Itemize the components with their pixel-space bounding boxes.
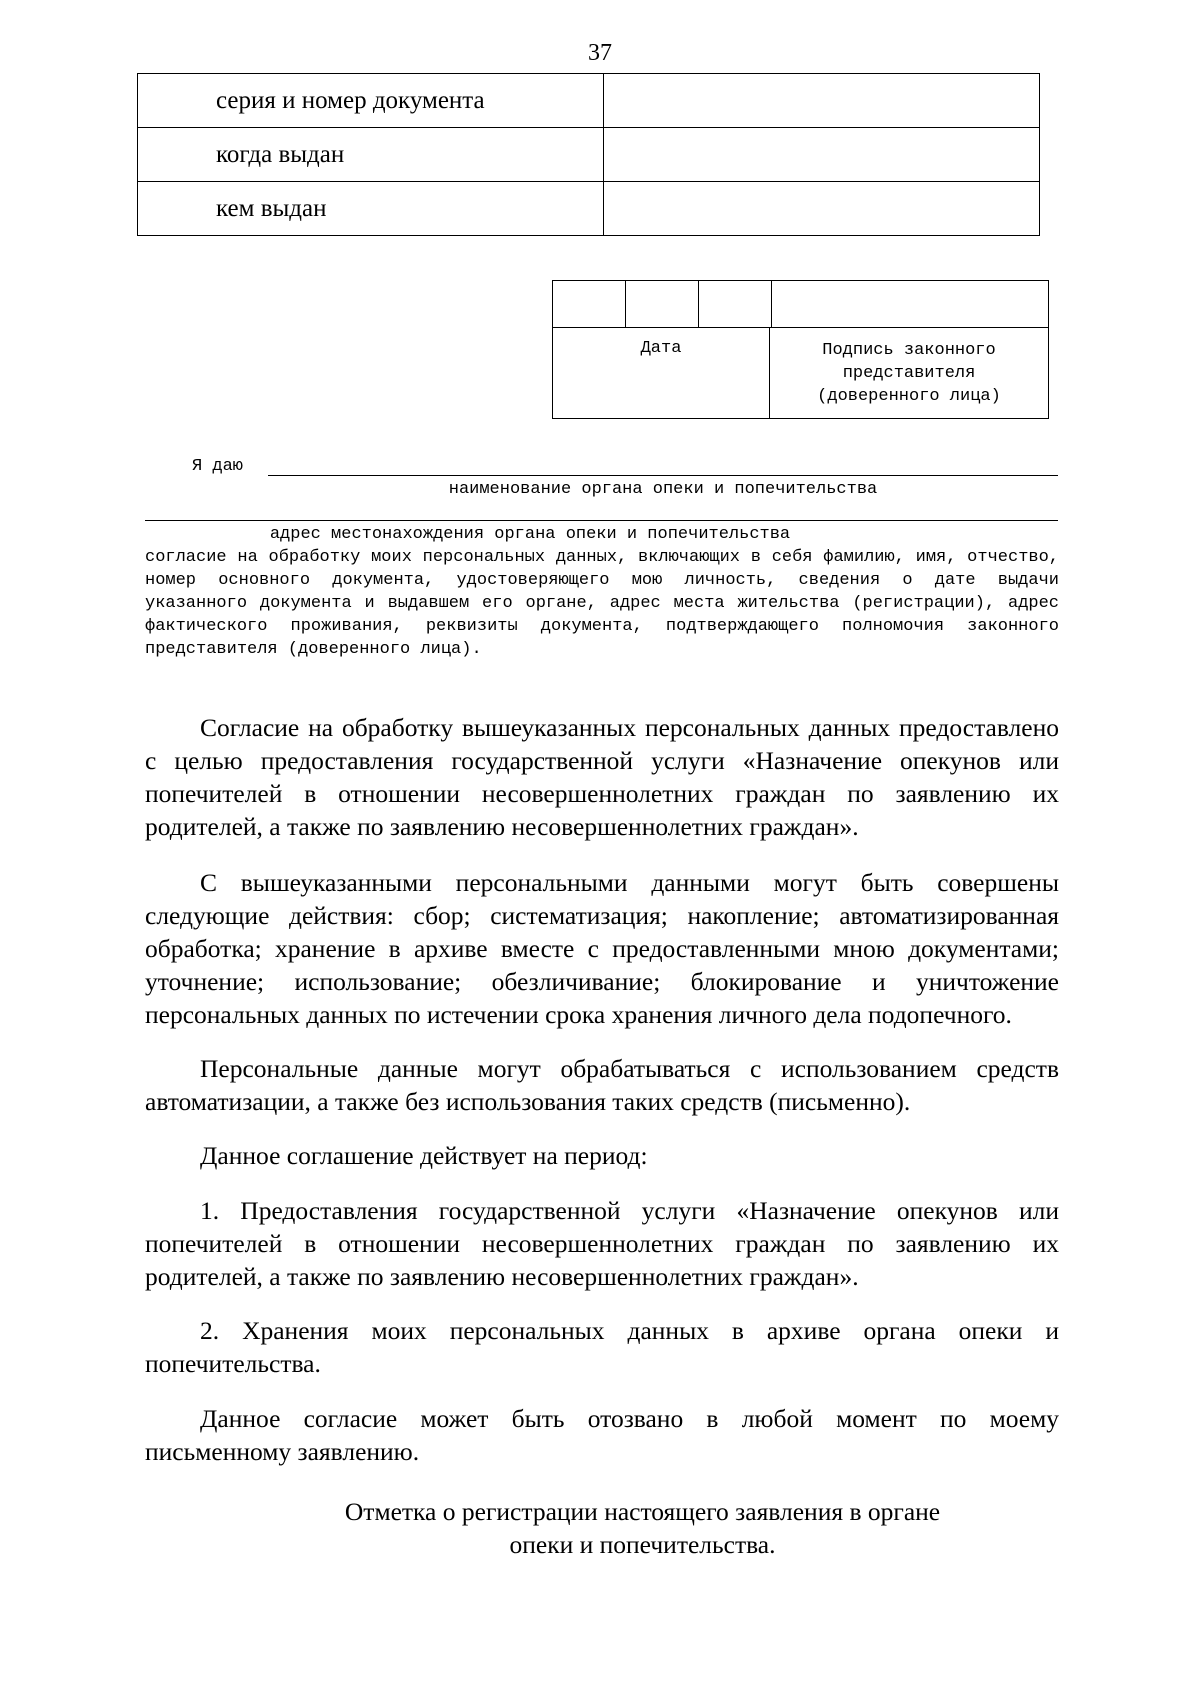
table-row [138, 128, 1040, 182]
authority-address-line[interactable] [145, 520, 1058, 521]
issued-by-field[interactable] [604, 182, 1040, 236]
period-item-2: 2. Хранения моих персональных данных в архиве органа опеки и попечительства. [145, 1316, 1059, 1378]
series-number-field[interactable] [604, 74, 1040, 128]
authority-name-line[interactable] [268, 475, 1058, 476]
consent-text: согласие на обработку моих персональных данных, включающих в себя фамилию, имя, отчество, номер основного документа, удостоверяющего мою личность, сведения о дате выдачи указанного документа и выдавшем его органе, адрес места жительства (регистрации), адрес фактического проживания, реквизиты документа, подтверждающего полномочия законного представителя (доверенного лица). [145, 548, 1059, 659]
period-paragraph: Данное соглашение действует на период: [200, 1141, 648, 1170]
issue-date-field[interactable] [604, 128, 1040, 182]
automation-paragraph: Персональные данные могут обрабатываться с использованием средств автоматизации, а также без использования таких средств (письменно). [145, 1054, 1059, 1116]
signature-block [552, 280, 1049, 419]
actions-paragraph: С вышеуказанными персональными данными могут быть совершены следующие действия: сбор; систематизация; накопление; автоматизированная обработка; хранение в архиве вместе с предоставленными мною документами; уточнение; использование; обезличивание; блокирование и уничтожение персональных данных по истечении срока хранения личного дела подопечного. [145, 868, 1059, 1029]
registration-note-line: Отметка о регистрации настоящего заявления в органе [344, 1497, 941, 1526]
revocation-paragraph: Данное согласие может быть отозвано в любой момент по моему письменному заявлению. [145, 1404, 1059, 1466]
signature-label: Подпись законного представителя (доверенного лица) [817, 341, 1001, 406]
row-label-issued-by: кем выдан [138, 182, 604, 236]
row-label-issue-date: когда выдан [138, 128, 604, 182]
table-row [138, 182, 1040, 236]
address-caption: адрес местонахождения органа опеки и попечительства [269, 525, 791, 544]
row-label-series-number: серия и номер документа [138, 74, 604, 128]
document-details-table [137, 73, 1040, 236]
date-label: Дата [640, 339, 682, 358]
divider [553, 327, 1048, 328]
date-year-cell[interactable] [699, 281, 772, 327]
period-item-1: 1. Предоставления государственной услуги «Назначение опекунов или попечителей в отношении несовершеннолетних граждан по заявлению их родителей, а также по заявлению несовершеннолетних граждан». [145, 1196, 1059, 1291]
date-day-cell[interactable] [553, 281, 626, 327]
date-month-cell[interactable] [626, 281, 699, 327]
registration-note [0, 1495, 1200, 1561]
signature-cell[interactable] [772, 281, 1048, 327]
purpose-paragraph: Согласие на обработку вышеуказанных персональных данных предоставлено с целью предоставления государственной услуги «Назначение опекунов или попечителей в отношении несовершеннолетних граждан по заявлению их родителей, а также по заявлению несовершеннолетних граждан». [145, 713, 1059, 841]
page-number: 37 [588, 40, 612, 66]
authority-caption: наименование органа опеки и попечительства [448, 480, 878, 499]
table-row [138, 74, 1040, 128]
consent-lead: Я даю [192, 457, 244, 476]
registration-note-line: опеки и попечительства. [509, 1530, 776, 1559]
